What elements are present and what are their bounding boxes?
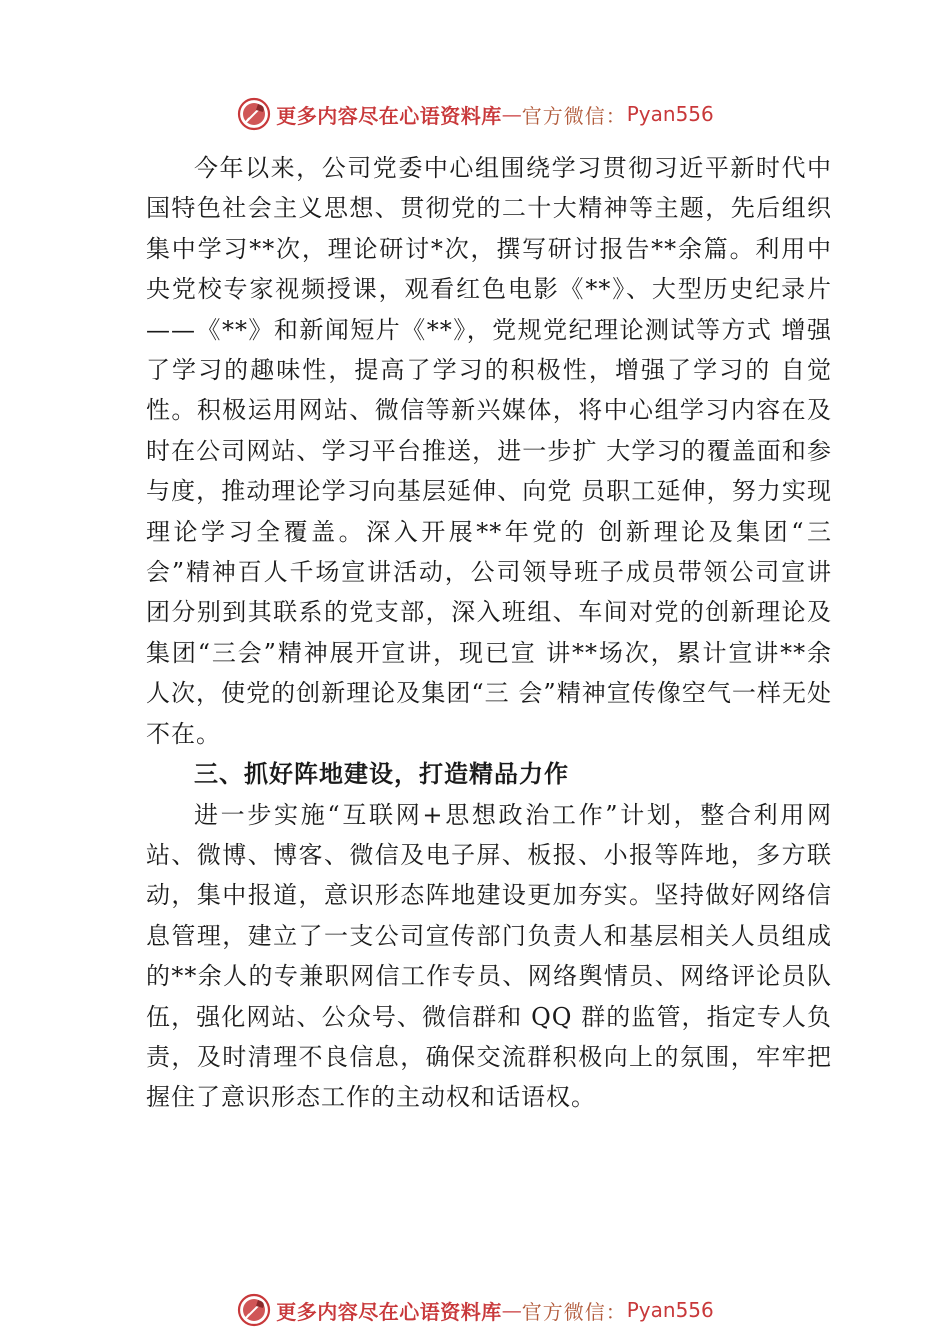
watermark-footer (0, 1288, 950, 1332)
paragraph-theory-study: 今年以来，公司党委中心组围绕学习贯彻习近平新时代中国特色社会主义思想、贯彻党的二十大精神等主题，先后组织集中学习**次，理论研讨*次，撰写研讨报告**余篇。利用中央党校专家视频授课，观看红色电影《**》、大型历史纪录片——《**》和新闻短片《**》，党规党纪理论测试等方式 增强了学习的趣味性，提高了学习的积极性，增强了学习的 自觉性。积极运用网站、微信等新兴媒体，将中心组学习内容在及时在公司网站、学习平台推送，进一步扩 大学习的覆盖面和参与度，推动理论学习向基层延伸、向党 员职工延伸，努力实现理论学习全覆盖。深入开展**年党的 创新理论及集团“三会”精神百人千场宣讲活动，公司领导班子成员带领公司宣讲团分别到其联系的党支部，深入班组、车间对党的创新理论及集团“三会”精神展开宣讲，现已宣 讲**场次，累计宣讲**余人次，使党的创新理论及集团“三 会”精神宣传像空气一样无处不在。 (146, 154, 832, 748)
watermark-wechat-id: Pyan556 (626, 102, 714, 126)
watermark-header (0, 92, 950, 136)
paragraph-position-building: 进一步实施“互联网+思想政治工作”计划，整合利用网站、微博、博客、微信及电子屏、板报、小报等阵地，多方联动，集中报道，意识形态阵地建设更加夯实。坚持做好网络信息管理，建立了一支公司宣传部门负责人和基层相关人员组成的**余人的专兼职网信工作专员、网络舆情员、网络评论员队伍，强化网站、公众号、微信群和 QQ 群的监管，指定专人负责，及时清理不良信息，确保交流群积极向上的氛围，牢牢把握住了意识形态工作的主动权和话语权。 (146, 800, 832, 1112)
quill-seal-logo-icon (236, 1292, 272, 1328)
watermark-wechat-label: 官方微信： (521, 1299, 627, 1324)
watermark-dash: — (501, 1298, 522, 1322)
watermark-wechat-id: Pyan556 (626, 1298, 714, 1322)
quill-seal-logo-icon (236, 96, 272, 132)
section-heading-3: 三、抓好阵地建设，打造精品力作 (194, 760, 569, 789)
watermark-brand: 更多内容尽在心语资料库 (276, 1299, 502, 1324)
document-body (146, 148, 832, 1118)
watermark-brand: 更多内容尽在心语资料库 (276, 103, 502, 128)
watermark-wechat-label: 官方微信： (521, 103, 627, 128)
watermark-dash: — (501, 102, 522, 126)
